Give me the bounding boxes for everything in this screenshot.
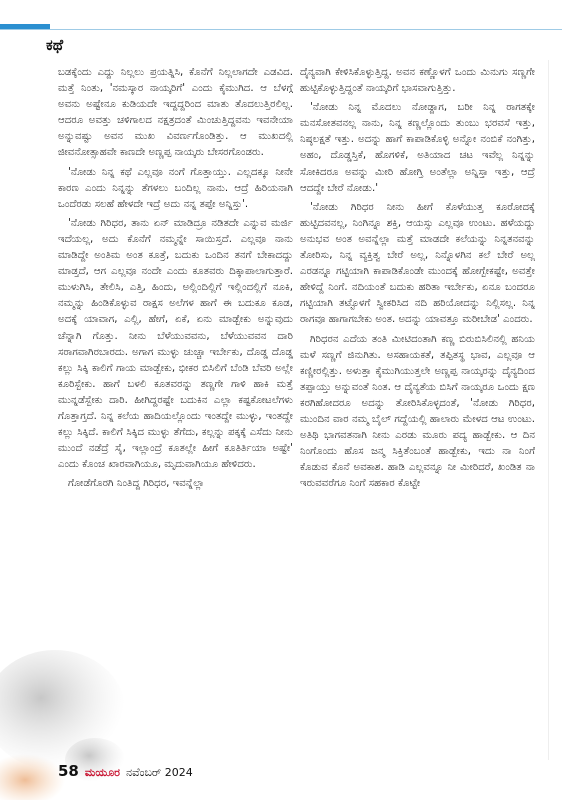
paragraph: ಗೋಡೆಗೊರಗಿ ನಿಂತಿದ್ದ ಗಿರಿಧರ, ಇವನ್ನೆಲ್ಲಾ xyxy=(68,478,205,490)
page-footer xyxy=(58,762,193,780)
header-divider xyxy=(0,29,562,30)
paragraph: 'ನೋಡು ನಿನ್ನ ಕಥೆ ಎಲ್ಲವೂ ನಂಗೆ ಗೊತ್ತಾಯ್ತು. ಎಲ್ಲದಕ್ಕೂ ನೀನೇ ಕಾರಣ ಎಂದು ನಿನ್ನನ್ನು ತೆಗಳಲು ಬಂದಿಲ್ಲ ನಾನು. ಆದ್ರೆ ಹಿರಿಯನಾಗಿ ಒಂದೆರಡು ಸಲಹೆ ಹೇಳದೇ ಇದ್ರೆ ಅದು ನನ್ನ ತಪ್ಪೇ ಅನ್ನಿಸ್ತು'. xyxy=(58,166,293,210)
issue-date: ನವೆಂಬರ್ 2024 xyxy=(125,766,193,779)
section-title: ಕಥೆ xyxy=(46,36,64,54)
magazine-logo: ಮಯೂರ xyxy=(84,766,120,779)
paragraph: ದೈನ್ಯವಾಗಿ ಕೇಳಿಸಿಕೊಳ್ಳುತ್ತಿದ್ದ. ಅವನ ಕಣ್ಣೊಳಗೆ ಒಂದು ಮಿನುಗು ಸಣ್ಣಗೇ ಹುಟ್ಟಿಕೊಳ್ಳುತ್ತಿದ್ದಂತೆ ನಾಯ್ಕರಿಗೆ ಭಾಸವಾಗುತ್ತಿತ್ತು. xyxy=(300,67,535,95)
paragraph: 'ನೋಡು ಗಿರಿಧರ, ತಾನು ಏನ್ ಮಾಡಿದ್ರೂ ನಡಿತದೇ ಎನ್ನುವ ಮರ್ಜಿ ಇದೆಯಲ್ಲ, ಅದು ಕೊನೆಗೆ ನಮ್ಮನ್ನೇ ಸಾಯಿಸ್ತದೆ. ಎಲ್ಲವೂ ನಾನು ಮಾಡಿದ್ದೇ ಅಂತಿಮ ಅಂತ ಕೂತ್ರೆ, ಬದುಕು ಒಂದಿನ ತನಗೆ ಬೇಕಾದದ್ದು ಮಾಡ್ತದೆ, ಆಗ ಎಲ್ಲವೂ ನಂದೇ ಎಂದು ಕೂತವರು ದಿಕ್ಕಾಪಾಲಾಗುತ್ತಾರೆ. ಮುಳುಗಿಸಿ, ತೇಲಿಸಿ, ಎತ್ತಿ, ಹಿಂದು, ಅಲ್ಲಿಂದಿಲ್ಲಿಗೆ ಇಲ್ಲಿಂದಲ್ಲಿಗೆ ನೂಕಿ, ನಮ್ಮನ್ನು ಹಿಂಡಿಕೊಳ್ಳುವ ರಾಕ್ಷಸ ಅಲೆಗಳ ಹಾಗೆ ಈ ಬದುಕೂ ಕೂಡ, ಅದಕ್ಕೆ ಯಾವಾಗ, ಎಲ್ಲಿ, ಹೇಗೆ, ಏಕೆ, ಏನು ಮಾಡ್ಬೇಕು ಅನ್ನುವುದು ಚೆನ್ನಾಗಿ ಗೊತ್ತು. ನೀನು ಬೆಳೆಯುವವನು, ಬೆಳೆಯುವವನ ದಾರಿ ಸರಾಗವಾಗಿರಬಾರದು. ಅಗಾಗ ಮುಳ್ಳು ಚುಚ್ಚಾ ಇರ್ಬೇಕು, ದೊಡ್ಡ ದೊಡ್ಡ ಕಲ್ಲು ಸಿಕ್ಕಿ ಕಾಲಿಗೆ ಗಾಯ ಮಾಡ್ಬೇಕು, ಭೀಕರ ಬಿಸಿಲಿಗೆ ಬೆಂಡಿ ಬೆವರಿ ಅಲ್ಲೇ ಕೂರಿಸ್ಬೇಕು. ಹಾಗೆ ಬಳಲಿ ಕೂತವರನ್ನು ತಣ್ಣಗೇ ಗಾಳಿ ಹಾಕಿ ಮತ್ತೆ ಮುನ್ನಡೆಸ್ಬೇಕು ದಾರಿ. ಹೀಗಿದ್ದರಷ್ಟೇ ಬದುಕಿನ ಎಲ್ಲಾ ಕಷ್ಟಕೋಟಲೆಗಳು ಗೊತ್ತಾಗ್ತದೆ. ನಿನ್ನ ಕಲೆಯ ಹಾದಿಯಲ್ಲೊಂದು ಇಂತದ್ದೇ ಮುಳ್ಳು, ಇಂತದ್ದೇ ಕಲ್ಲು ಸಿಕ್ಕಿದೆ. ಕಾಲಿಗೆ ಸಿಕ್ಕಿದ ಮುಳ್ಳು ತೆಗೆದು, ಕಲ್ಲನ್ನು ಪಕ್ಕಕ್ಕೆ ಎಸೆದು ನೀನು ಮುಂದೆ ನಡೆದ್ರೆ ಸೈ, ಇಲ್ಲಾಂದ್ರೆ ಕೂತಲ್ಲೇ ಹೀಗೆ ಕೂತಿರ್ತಿಯಾ ಅಷ್ಟೇ' ಎಂದು ಕೊಂಚ ಖಾರವಾಗಿಯೂ, ಮೃದುವಾಗಿಯೂ ಹೇಳಿದರು. xyxy=(58,217,293,471)
page-number: 58 xyxy=(58,762,79,780)
paragraph: 'ನೋಡು ನಿನ್ನ ಮೊದಲು ನೋಡ್ದಾಗ, ಬರೀ ನಿನ್ನ ರಾಗತಕ್ಕೇ ಮನಸೋತವನಲ್ಲ ನಾನು, ನಿನ್ನ ಕಣ್ಣಲ್ಲೊಂದು ತುಂಬು ಭರವಸೆ ಇತ್ತು, ನಿಷ್ಠಲಕ್ಷತೆ ಇತ್ತು. ಅದನ್ನು ಹಾಗೆ ಕಾಪಾಡಿಕೊಳ್ಳಿ ಅನ್ನೋ ನಂಬಿಕೆ ನಂಗಿತ್ತು, ಅಹಂ, ದೊಡ್ಡಸ್ತಿಕೆ, ಹೊಗಳಿಕೆ, ಅತಿಯಾದ ಚಟ ಇವೆಲ್ಲ ನಿನ್ನನ್ನು ಸೋಕಿದರೂ ಅವನ್ನು ಮೀರಿ ಹೋಗ್ತಿ ಅಂತೆಲ್ಲಾ ಅನ್ನಿಸ್ತಾ ಇತ್ತು, ಆದ್ರೆ ಆದದ್ದೇ ಬೇರೆ ನೋಡು.' xyxy=(300,102,535,194)
paragraph: ಗಿರಿಧರನ ಎದೆಯ ತಂತಿ ಮೀಟಿದಂತಾಗಿ ಕಣ್ಣ ಬಿರುಬಿಸಿಲಿನಲ್ಲಿ ಹನಿಯ ಮಳೆ ಸಣ್ಣಗೆ ಜಿನುಗಿತು. ಅಸಹಾಯಕತೆ, ತಪ್ಪಿತಸ್ಥ ಭಾವ, ಎಲ್ಲವೂ ಆ ಕಣ್ಣೀರಲ್ಲಿತ್ತು. ಅಳುತ್ತಾ ಕೈಮುಗಿಯುತ್ತಲೇ ಅಣ್ಣಪ್ಪ ನಾಯ್ಕರನ್ನು ದೈನ್ಯದಿಂದ ತಪ್ಪಾಯ್ತು ಅನ್ನುವಂತೆ ನಿಂತ. ಆ ದೈನ್ಯತೆಯ ಬಿಸಿಗೆ ನಾಯ್ಕರೂ ಒಂದು ಕ್ಷಣ ಕರಗಿಹೋದರೂ ಅದನ್ನು ತೋರಿಸಿಕೊಳ್ಳದಂತೆ, 'ನೋಡು ಗಿರಿಧರ, ಮುಂದಿನ ವಾರ ನಮ್ಮ ಬೈಲ್ ಗದ್ದೆಯಲ್ಲಿ ಹಾಲಾರು ಮೇಳದ ಆಟ ಉಂಟು. ಅತಿಥಿ ಭಾಗವತನಾಗಿ ನೀನು ಎರಡು ಮೂರು ಪದ್ಯ ಹಾಡ್ಬೇಕು. ಆ ದಿನ ನಿಂಗೊಂದು ಹೊಸ ಜನ್ಮ ಸಿಕ್ತಿತೆಂಬಂತೆ ಹಾಡ್ಬೇಕು, ಇದು ನಾ ನಿಂಗೆ ಕೊಡುವ ಕೊನೆ ಅವಕಾಶ. ಹಾಡಿ ಎಲ್ಲವನ್ನೂ ನೀ ಮೀರಿದರೆ, ಖಂಡಿತ ನಾ ಇರುವವರೆಗೂ ನಿಂಗೆ ಸಹಕಾರ ಕೊಟ್ಟೇ xyxy=(300,333,535,490)
article-column-right xyxy=(300,65,535,745)
paragraph: ಬಡಕ್ಕೆಂದು ಎದ್ದು ನಿಲ್ಲಲು ಪ್ರಯತ್ನಿಸಿ, ಕೊನೆಗೆ ನಿಲ್ಲಲಾಗದೇ ಎಡವಿದ. ಮತ್ತೆ ನಿಂತು, 'ನಮಸ್ಕಾರ ನಾಯ್ಕರಿಗೆ' ಎಂದು ಕೈಮುಗಿದ. ಆ ಬೆಳಗ್ಗೆ ಅವನು ಅಷ್ಟೇನೂ ಕುಡಿಯದೇ ಇದ್ದದ್ದರಿಂದ ಮಾತು ತೊದಲುತ್ತಿರಲಿಲ್ಲ. ಆದರೂ ಅವತ್ತು ಚಳಿಗಾಲದ ನಕ್ಷತ್ರದಂತೆ ಮಿಂಚುತ್ತಿದ್ದವನು ಇವನೇಯಾ ಅನ್ನುವಷ್ಟು ಅವನ ಮುಖ ವಿವರ್ಣಗೊಂಡಿತ್ತು. ಆ ಮುಖದಲ್ಲಿ ಜೀವನೋತ್ಸಾಹವೇ ಕಾಣದೇ ಅಣ್ಣಪ್ಪ ನಾಯ್ಕರು ಬೇಸರಗೊಂಡರು. xyxy=(58,67,293,159)
paragraph: 'ನೋಡು ಗಿರಿಧರ ನೀನು ಹೀಗೆ ಕೊಳೆಯುತ್ತ ಕೂರೋದಕ್ಕೆ ಹುಟ್ಟಿದವನಲ್ಲ, ನಿಂಗಿನ್ನೂ ಶಕ್ತಿ, ಆಯಸ್ಸು ಎಲ್ಲವೂ ಉಂಟು. ಹಳೆಯದ್ದು ಅನುಭವ ಅಂತ ಅವನ್ನೆಲ್ಲಾ ಮತ್ತೆ ಮಾಡದೇ ಕಲೆಯನ್ನು ನಿನ್ನತನವನ್ನು ತೋರಿಸು, ನಿನ್ನ ವ್ಯಕ್ತಿತ್ವ ಬೇರೆ ಅಲ್ಲ, ನಿನ್ನೊಳಗಿನ ಕಲೆ ಬೇರೆ ಅಲ್ಲ ಎರಡನ್ನೂ ಗಟ್ಟಿಯಾಗಿ ಕಾಪಾಡಿಕೊಂಡೇ ಮುಂದಕ್ಕೆ ಹೋಗ್ಬೇಕಷ್ಟೇ, ಅವತ್ತೇ ಹೇಳಿದ್ದೆ ನಿಂಗೆ. ನದಿಯಂತೆ ಬದುಕು ಹರಿತಾ ಇರ್ಬೇಕು, ಏನೂ ಬಂದರೂ ಗಟ್ಟಿಯಾಗಿ ತಟ್ಟೊಳಗೆ ಸ್ವೀಕರಿಸಿದ ನದಿ ಹರಿಯೋದನ್ನು ನಿಲ್ಲಿಸಲ್ಲ. ನಿನ್ನ ರಾಗವೂ ಹಾಗಾಗಬೇಕು ಅಂತ. ಅದನ್ನು ಯಾವತ್ತೂ ಮರೀಬೇಡ' ಎಂದರು. xyxy=(300,201,535,326)
margin-rule xyxy=(548,60,549,760)
article-column-left xyxy=(58,65,293,745)
